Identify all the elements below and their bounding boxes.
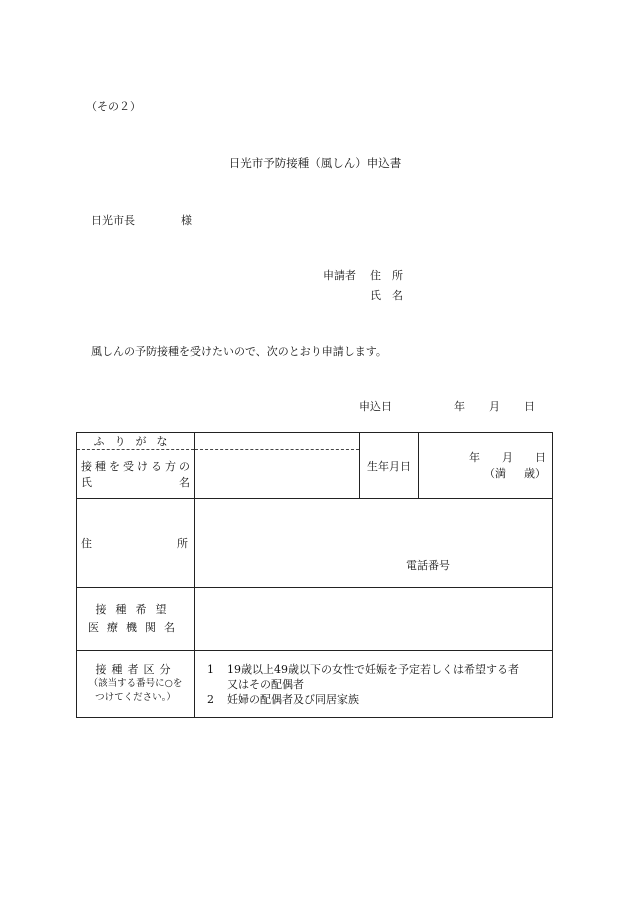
category-option-2[interactable] [207,692,546,707]
recipient-name-label-shi: 氏 [81,476,92,489]
address-label-ju: 住 [81,537,92,550]
clinic-label [77,588,195,651]
age-close: 歳） [524,466,546,480]
age-field [419,466,546,482]
option-text: 19歳以上49歳以下の女性で妊娠を予定若しくは希望する者 [227,662,519,676]
dob-month: 月 [502,450,513,464]
application-form-table [76,432,553,718]
dob-label: 生年月日 [360,433,419,499]
address-label-sho: 所 [177,537,188,550]
option-number: 2 [207,692,214,706]
dob-day: 日 [535,450,546,464]
addressee-honorific: 様 [181,214,192,227]
category-note-line1: （該当する番号に○を [88,678,183,689]
address-label [77,499,195,588]
address-field[interactable] [195,499,553,588]
apply-date-label: 申込日 [359,400,392,413]
clinic-label-line2: 医療機関名 [88,621,183,634]
addressee-name: 日光市長 [91,214,135,227]
dob-field[interactable] [419,433,553,499]
category-label [77,651,195,718]
apply-date-row [359,398,535,414]
dob-year: 年 [469,450,480,464]
apply-date-month: 月 [489,400,500,413]
applicant-address-label: 住 所 [370,269,403,282]
recipient-name-label-line1: 接種を受ける方の [81,460,193,473]
furigana-label: ふりがな [77,433,195,450]
recipient-name-label [77,450,195,499]
category-option-1[interactable] [207,662,546,677]
recipient-name-field[interactable] [195,450,360,499]
applicant-label: 申請者 [323,269,356,282]
category-option-1-cont: 又はその配偶者 [227,677,304,691]
phone-label: 電話番号 [406,559,450,572]
dob-ymd [419,450,546,466]
form-number: （その２） [86,100,141,113]
clinic-field[interactable] [195,588,553,651]
page-title: 日光市予防接種（風しん）申込書 [228,156,402,170]
applicant-name-label: 氏 名 [370,289,403,302]
addressee [91,212,192,228]
category-note-line2: つけてください。） [95,692,176,703]
furigana-field[interactable] [195,433,360,450]
recipient-name-label-mei: 名 [179,476,190,489]
option-text: 妊婦の配偶者及び同居家族 [227,692,359,706]
intro-text: 風しんの予防接種を受けたいので、次のとおり申請します。 [91,345,387,358]
option-number: 1 [207,662,214,676]
category-options [195,651,553,718]
apply-date-year: 年 [454,400,465,413]
clinic-label-line1: 接種希望 [95,603,176,616]
age-open: （満 [484,466,506,480]
category-label-title: 接種者区分 [95,663,176,676]
apply-date-day: 日 [524,400,535,413]
applicant-address-row [323,267,403,283]
